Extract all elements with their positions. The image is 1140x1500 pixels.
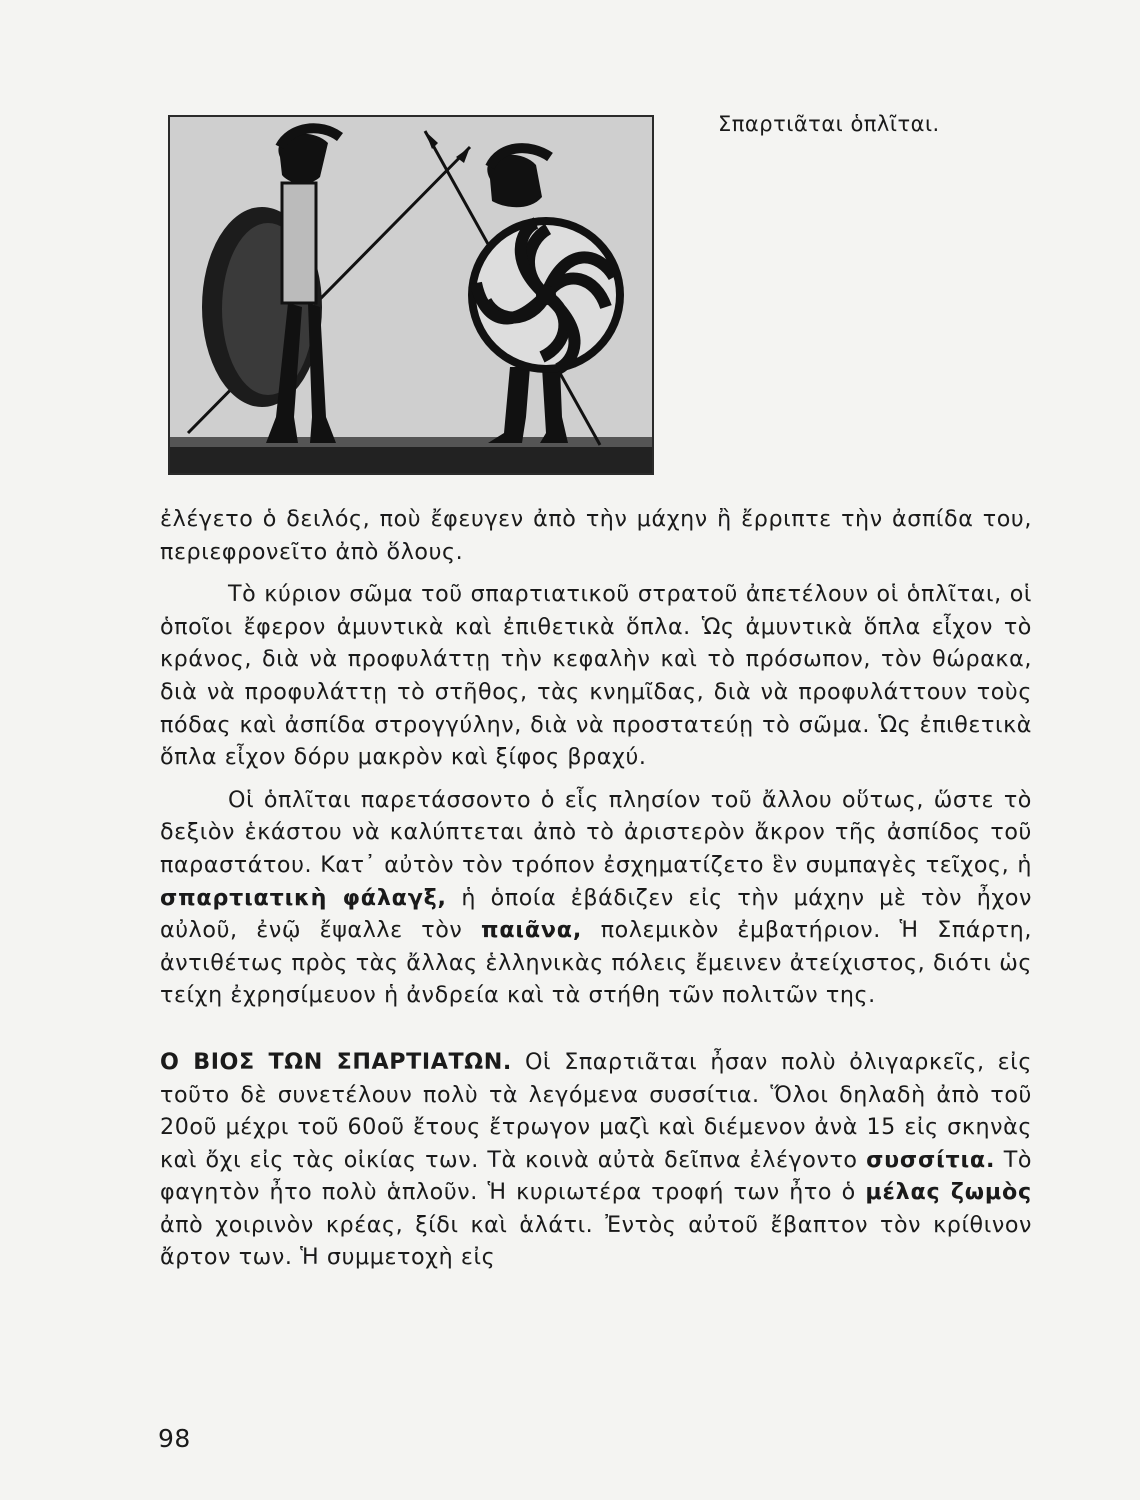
text-block-1: [160, 503, 1032, 1274]
phalanx-text-2: ἡ ὁποία ἐβάδιζεν εἰς τὴν μάχην μὲ τὸν ἦχον αὐλοῦ, ἐνῷ ἔψαλλε τὸν: [160, 884, 1032, 944]
paragraph-life-of-spartans: [160, 1046, 1032, 1274]
hoplites-drawing: [170, 117, 652, 473]
term-syssitia: συσσίτια.: [866, 1146, 996, 1173]
term-phalanx: σπαρτιατικὴ φάλαγξ,: [160, 884, 447, 911]
term-black-broth: μέλας ζωμὸς: [865, 1179, 1033, 1206]
paragraph-phalanx: [160, 784, 1032, 1012]
paragraph-hoplites-weapons: Τὸ κύριον σῶμα τοῦ σπαρτιατικοῦ στρατοῦ ἀπετέλουν οἱ ὁπλῖται, οἱ ὁποῖοι ἔφερον ἀμυντικὰ καὶ ἐπιθετικὰ ὅπλα. Ὡς ἀμυντικὰ ὅπλα εἶχον τὸ κράνος, διὰ νὰ προφυλάττῃ τὴν κεφαλὴν καὶ τὸ πρόσωπον, τὸν θώρακα, διὰ νὰ προφυλάττῃ τὸ στῆθος, τὰς κνημῖδας, διὰ νὰ προφυλάττουν τοὺς πόδας καὶ ἀσπίδα στρογγύλην, διὰ νὰ προστατεύῃ τὸ σῶμα. Ὡς ἐπιθετικὰ ὅπλα εἶχον δόρυ μακρὸν καὶ ξίφος βραχύ.: [160, 581, 1032, 771]
paragraph-continuation: ἐλέγετο ὁ δειλός, ποὺ ἔφευγεν ἀπὸ τὴν μάχην ἢ ἔρριπτε τὴν ἀσπίδα του, περιεφρονεῖτο ἀπὸ ὅλους.: [160, 506, 1032, 565]
phalanx-text-3: πολεμικὸν ἐμβατήριον. Ἡ Σπάρτη, ἀντιθέτως πρὸς τὰς ἄλλας ἑλληνικὰς πόλεις ἔμεινεν ἀτείχιστος, διότι ὡς τείχη ἐχρησίμευον ἡ ἀνδρεία καὶ τὰ στήθη τῶν πολιτῶν της.: [160, 917, 1032, 1009]
hoplites-illustration: [168, 115, 654, 475]
page-number: 98: [158, 1424, 191, 1453]
right-spear-tip: [425, 131, 438, 149]
life-text-1: Οἱ Σπαρτιᾶται ἦσαν πολὺ ὀλιγαρκεῖς, εἰς τοῦτο δὲ συνετέλουν πολὺ τὰ λεγόμενα συσσίτια. Ὅλοι δηλαδὴ ἀπὸ τοῦ 20οῦ μέχρι τοῦ 60οῦ ἔτους ἔτρωγον μαζὶ καὶ διέμενον ἀνὰ 15 εἰς σκηνὰς καὶ ὄχι εἰς τὰς οἰκίας των. Τὰ κοινὰ αὐτὰ δεῖπνα ἐλέγοντο: [160, 1048, 1032, 1173]
section-heading: Ο ΒΙΟΣ ΤΩΝ ΣΠΑΡΤΙΑΤΩΝ.: [160, 1048, 512, 1075]
life-text-3: ἀπὸ χοιρινὸν κρέας, ξίδι καὶ ἁλάτι. Ἐντὸς αὐτοῦ ἔβαπτον τὸν κρίθινον ἄρτον των. Ἡ συμμετοχὴ εἰς: [160, 1211, 1032, 1271]
right-hoplite: [468, 148, 624, 443]
term-paean: παιᾶνα,: [481, 917, 583, 944]
ground-band: [170, 447, 652, 473]
phalanx-text-1: Οἱ ὁπλῖται παρετάσσοντο ὁ εἷς πλησίον τοῦ ἄλλου οὕτως, ὥστε τὸ δεξιὸν ἑκάστου νὰ καλύπτεται ἀπὸ τὸ ἀριστερὸν ἄκρον τῆς ἀσπίδος τοῦ παραστάτου. Κατ᾽ αὐτὸν τὸν τρόπον ἐσχηματίζετο ἓν συμπαγὲς τεῖχος, ἡ: [160, 786, 1032, 878]
ground-shadow: [170, 437, 652, 447]
life-text-2: Τὸ φαγητὸν ἦτο πολὺ ἁπλοῦν. Ἡ κυριωτέρα τροφή των ἦτο ὁ: [160, 1146, 1033, 1206]
figure-caption: Σπαρτιᾶται ὁπλῖται.: [718, 112, 940, 136]
